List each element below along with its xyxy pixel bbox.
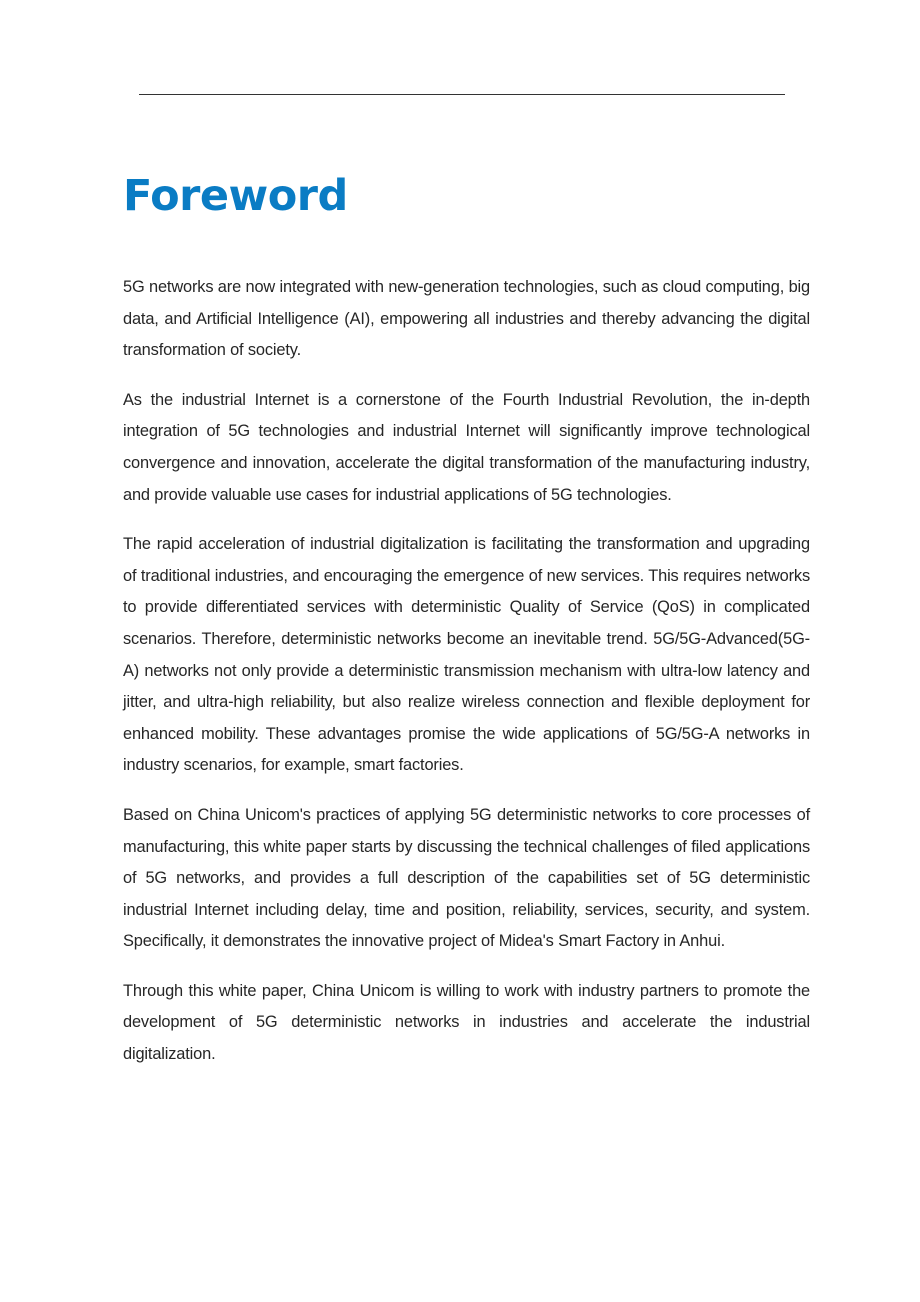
paragraph-conclusion: Through this white paper, China Unicom is willing to work with industry partners to promote the development of 5G deterministic networks in industries and accelerate the industrial digitalization. [123, 981, 810, 1064]
paragraph-industrial-internet: As the industrial Internet is a cornerstone of the Fourth Industrial Revolution, the in-depth integration of 5G technologies and industrial Internet will significantly improve technological convergence and innovation, accelerate the digital transformation of the manufacturing industry, and provide valuable use cases for industrial applications of 5G technologies. [123, 390, 810, 504]
page-title: Foreword [123, 171, 348, 221]
paragraph-intro: 5G networks are now integrated with new-generation technologies, such as cloud computing, big data, and Artificial Intelligence (AI), empowering all industries and thereby advancing the digital transformation of society. [123, 278, 810, 360]
paragraph-china-unicom-practices: Based on China Unicom's practices of applying 5G deterministic networks to core processes of manufacturing, this white paper starts by discussing the technical challenges of filed applications of 5G networks, and provides a full description of the capabilities set of 5G deterministic industrial Internet including delay, time and position, reliability, services, security, and system. Specifically, it demonstrates the innovative project of Midea's Smart Factory in Anhui. [123, 805, 810, 951]
header-rule [139, 94, 785, 95]
paragraph-deterministic-networks: The rapid acceleration of industrial digitalization is facilitating the transformation and upgrading of traditional industries, and encouraging the emergence of new services. This requires networks to provide differentiated services with deterministic Quality of Service (QoS) in complicated scenarios. Therefore, deterministic networks become an inevitable trend. 5G/5G-Advanced(5G-A) networks not only provide a deterministic transmission mechanism with ultra-low latency and jitter, and ultra-high reliability, but also realize wireless connection and flexible deployment for enhanced mobility. These advantages promise the wide applications of 5G/5G-A networks in industry scenarios, for example, smart factories. [123, 535, 810, 775]
foreword-section [123, 160, 810, 1089]
